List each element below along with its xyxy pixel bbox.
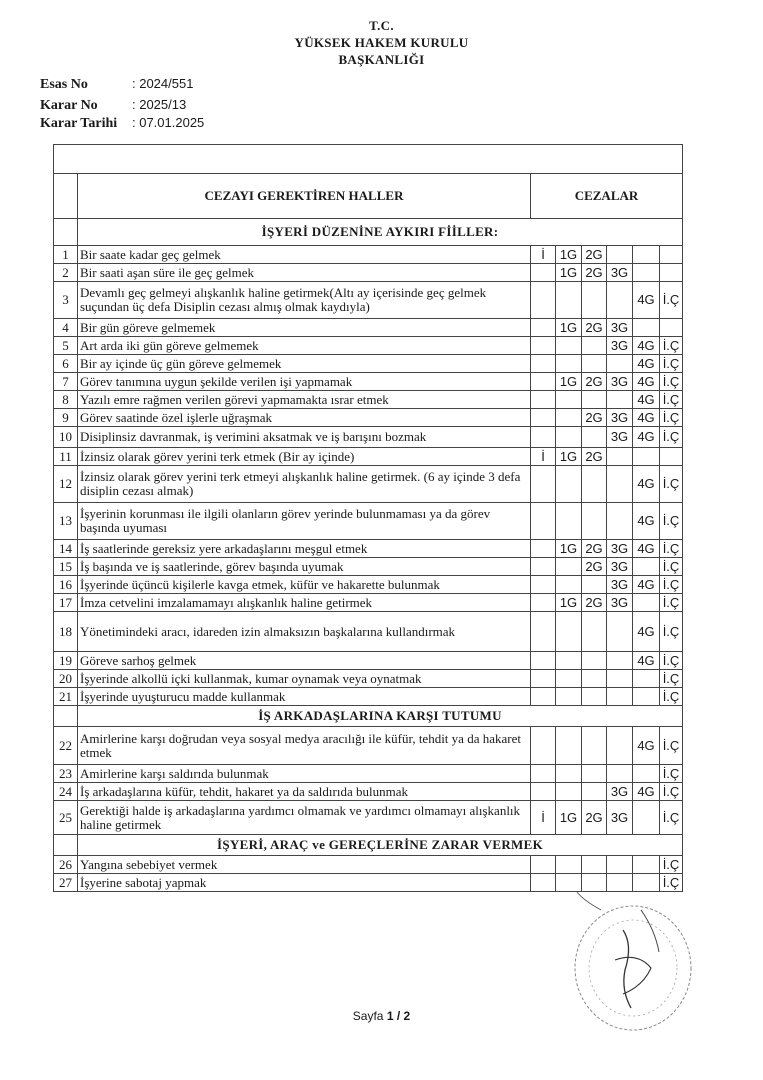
esas-no-line	[40, 76, 193, 93]
penalty-cell	[633, 874, 660, 892]
row-description: İş saatlerinde gereksiz yere arkadaşlarını meşgul etmek	[78, 540, 531, 558]
table-row	[54, 337, 683, 355]
penalty-cell: İ	[531, 246, 556, 264]
penalty-cell	[607, 670, 633, 688]
table-row	[54, 670, 683, 688]
penalty-cell: İ.Ç	[660, 670, 683, 688]
penalty-cell: 2G	[582, 558, 607, 576]
row-description: İş arkadaşlarına küfür, tehdit, hakaret ya da saldırıda bulunmak	[78, 783, 531, 801]
table-row	[54, 558, 683, 576]
penalty-cell	[556, 576, 582, 594]
penalty-cell	[607, 727, 633, 765]
penalty-cell	[607, 652, 633, 670]
row-description: Göreve sarhoş gelmek	[78, 652, 531, 670]
penalty-cell	[607, 765, 633, 783]
row-description: İşyerinde alkollü içki kullanmak, kumar oynamak veya oynatmak	[78, 670, 531, 688]
penalty-cell	[582, 856, 607, 874]
table-row	[54, 727, 683, 765]
penalty-cell	[556, 652, 582, 670]
penalty-cell	[633, 801, 660, 835]
penalty-cell: 2G	[582, 319, 607, 337]
penalty-cell	[582, 874, 607, 892]
page-separator: /	[396, 1009, 401, 1023]
row-number: 7	[54, 373, 78, 391]
table-row	[54, 448, 683, 466]
table-row	[54, 576, 683, 594]
table-row	[54, 409, 683, 427]
table-row	[54, 391, 683, 409]
penalty-cell	[582, 765, 607, 783]
penalty-cell: 3G	[607, 337, 633, 355]
penalty-cell	[633, 688, 660, 706]
row-number: 18	[54, 612, 78, 652]
row-description: Yönetimindeki aracı, idareden izin almaksızın başkalarına kullandırmak	[78, 612, 531, 652]
karar-tarihi-value: : 07.01.2025	[132, 115, 205, 130]
penalty-cell	[531, 874, 556, 892]
penalty-cell	[531, 594, 556, 612]
penalty-cell: 4G	[633, 503, 660, 540]
row-number: 26	[54, 856, 78, 874]
penalty-cell	[556, 727, 582, 765]
penalty-cell: İ.Ç	[660, 373, 683, 391]
penalty-cell	[582, 503, 607, 540]
section-header-row	[54, 835, 683, 856]
row-description: İş başında ve iş saatlerinde, görev başında uyumak	[78, 558, 531, 576]
penalty-cell	[556, 282, 582, 319]
penalty-cell: İ.Ç	[660, 801, 683, 835]
penalty-cell	[531, 373, 556, 391]
row-description: İşyerinde uyuşturucu madde kullanmak	[78, 688, 531, 706]
penalty-cell: İ.Ç	[660, 466, 683, 503]
row-number: 24	[54, 783, 78, 801]
table-row	[54, 264, 683, 282]
row-description: Görev tanımına uygun şekilde verilen işi yapmamak	[78, 373, 531, 391]
penalty-cell	[633, 765, 660, 783]
penalty-cell	[582, 652, 607, 670]
row-number: 23	[54, 765, 78, 783]
column-header-no	[54, 174, 78, 219]
penalty-cell	[633, 264, 660, 282]
penalty-cell: 4G	[633, 391, 660, 409]
penalty-cell: 1G	[556, 246, 582, 264]
table-row	[54, 612, 683, 652]
row-number: 13	[54, 503, 78, 540]
penalty-cell: 1G	[556, 319, 582, 337]
penalty-cell	[531, 391, 556, 409]
esas-no-label: Esas No	[40, 77, 88, 92]
row-number: 15	[54, 558, 78, 576]
penalty-cell: 1G	[556, 801, 582, 835]
column-header-penalties: CEZALAR	[531, 174, 683, 219]
page-total: 2	[403, 1009, 411, 1023]
row-number: 2	[54, 264, 78, 282]
row-number: 11	[54, 448, 78, 466]
penalty-cell	[607, 612, 633, 652]
table-row	[54, 373, 683, 391]
penalty-cell: 3G	[607, 373, 633, 391]
row-number: 25	[54, 801, 78, 835]
penalty-cell	[633, 558, 660, 576]
row-number: 9	[54, 409, 78, 427]
penalty-cell: 4G	[633, 337, 660, 355]
karar-tarihi-label: Karar Tarihi	[40, 116, 118, 131]
row-description: Devamlı geç gelmeyi alışkanlık haline getirmek(Altı ay içerisinde geç gelmek suçundan üç defa Disiplin cezası almış olmak kaydıyla)	[78, 282, 531, 319]
penalty-cell	[531, 727, 556, 765]
penalty-cell: İ.Ç	[660, 503, 683, 540]
penalty-cell	[660, 448, 683, 466]
karar-tarihi-line	[40, 115, 204, 132]
penalty-cell	[582, 391, 607, 409]
penalty-cell	[607, 688, 633, 706]
penalty-cell	[556, 409, 582, 427]
penalty-cell: İ.Ç	[660, 558, 683, 576]
section-title: İŞYERİ DÜZENİNE AYKIRI FİİLLER:	[78, 219, 683, 246]
row-number: 27	[54, 874, 78, 892]
penalty-cell	[556, 427, 582, 448]
penalty-cell	[556, 391, 582, 409]
penalty-cell	[556, 503, 582, 540]
penalty-cell: 2G	[582, 540, 607, 558]
penalty-cell: 3G	[607, 427, 633, 448]
penalty-cell: 2G	[582, 409, 607, 427]
penalty-cell	[556, 765, 582, 783]
penalty-cell	[531, 652, 556, 670]
row-description: Gerektiği halde iş arkadaşlarına yardımcı olmamak ve yardımcı olmamayı alışkanlık haline getirmek	[78, 801, 531, 835]
penalty-cell: İ.Ç	[660, 874, 683, 892]
penalty-cell	[556, 355, 582, 373]
penalty-cell	[582, 727, 607, 765]
row-description: Görev saatinde özel işlerle uğraşmak	[78, 409, 531, 427]
penalty-cell	[556, 670, 582, 688]
header-tc: T.C.	[369, 18, 394, 33]
section-header-row	[54, 706, 683, 727]
penalty-cell	[607, 448, 633, 466]
row-number: 14	[54, 540, 78, 558]
penalty-cell	[607, 246, 633, 264]
row-description: Yazılı emre rağmen verilen görevi yapmamakta ısrar etmek	[78, 391, 531, 409]
penalty-cell	[556, 466, 582, 503]
penalty-cell	[531, 688, 556, 706]
row-description: Bir saate kadar geç gelmek	[78, 246, 531, 264]
table-row	[54, 652, 683, 670]
penalty-cell: 1G	[556, 448, 582, 466]
section-header-row	[54, 219, 683, 246]
penalty-table	[53, 144, 683, 892]
penalty-cell: 4G	[633, 355, 660, 373]
penalty-cell	[633, 246, 660, 264]
penalty-cell: 3G	[607, 576, 633, 594]
row-description: İzinsiz olarak görev yerini terk etmeyi alışkanlık haline getirmek. (6 ay içinde 3 defa disiplin cezası almak)	[78, 466, 531, 503]
page-current: 1	[386, 1009, 394, 1023]
penalty-cell: İ.Ç	[660, 652, 683, 670]
penalty-cell: 4G	[633, 466, 660, 503]
penalty-cell	[556, 856, 582, 874]
penalty-cell: 1G	[556, 373, 582, 391]
row-description: İşyerine sabotaj yapmak	[78, 874, 531, 892]
penalty-cell	[531, 540, 556, 558]
penalty-cell	[582, 576, 607, 594]
penalty-cell: 1G	[556, 264, 582, 282]
penalty-cell	[633, 448, 660, 466]
penalty-cell	[531, 856, 556, 874]
penalty-cell	[582, 783, 607, 801]
penalty-cell: İ.Ç	[660, 355, 683, 373]
penalty-cell: 3G	[607, 783, 633, 801]
penalty-cell	[582, 466, 607, 503]
penalty-cell: 4G	[633, 783, 660, 801]
row-number: 16	[54, 576, 78, 594]
penalty-cell	[660, 264, 683, 282]
row-description: Art arda iki gün göreve gelmemek	[78, 337, 531, 355]
row-description: Yangına sebebiyet vermek	[78, 856, 531, 874]
row-number: 1	[54, 246, 78, 264]
table-row	[54, 540, 683, 558]
penalty-cell: 4G	[633, 373, 660, 391]
table-row	[54, 783, 683, 801]
penalty-cell	[607, 391, 633, 409]
table-row	[54, 765, 683, 783]
penalty-cell	[633, 670, 660, 688]
penalty-cell	[556, 874, 582, 892]
table-row	[54, 688, 683, 706]
penalty-cell	[531, 466, 556, 503]
row-description: Bir gün göreve gelmemek	[78, 319, 531, 337]
penalty-cell	[633, 319, 660, 337]
penalty-cell	[607, 282, 633, 319]
row-number: 5	[54, 337, 78, 355]
penalty-cell: İ.Ç	[660, 540, 683, 558]
penalty-cell: 3G	[607, 264, 633, 282]
row-description: Disiplinsiz davranmak, iş verimini aksatmak ve iş barışını bozmak	[78, 427, 531, 448]
penalty-cell	[633, 856, 660, 874]
table-row	[54, 246, 683, 264]
table-row	[54, 427, 683, 448]
table-row	[54, 503, 683, 540]
penalty-cell: 1G	[556, 540, 582, 558]
penalty-cell	[582, 355, 607, 373]
penalty-cell	[531, 576, 556, 594]
penalty-cell: 3G	[607, 558, 633, 576]
penalty-cell: 4G	[633, 427, 660, 448]
penalty-cell: 3G	[607, 319, 633, 337]
penalty-cell	[582, 688, 607, 706]
row-number: 4	[54, 319, 78, 337]
table-row	[54, 594, 683, 612]
header-presidency: BAŞKANLIĞI	[338, 52, 425, 67]
penalty-cell: İ.Ç	[660, 783, 683, 801]
row-description: İmza cetvelini imzalamamayı alışkanlık haline getirmek	[78, 594, 531, 612]
row-description: Amirlerine karşı doğrudan veya sosyal medya aracılığı ile küfür, tehdit ya da hakaret etmek	[78, 727, 531, 765]
penalty-cell	[556, 612, 582, 652]
official-stamp	[563, 890, 723, 1050]
row-number: 22	[54, 727, 78, 765]
column-header-cases: CEZAYI GEREKTİREN HALLER	[78, 174, 531, 219]
penalty-cell	[531, 558, 556, 576]
row-number: 3	[54, 282, 78, 319]
karar-no-value: : 2025/13	[132, 97, 187, 112]
penalty-cell: İ.Ç	[660, 409, 683, 427]
penalty-cell	[582, 670, 607, 688]
column-header-row	[54, 174, 683, 219]
penalty-cell: 4G	[633, 652, 660, 670]
penalty-cell: 2G	[582, 801, 607, 835]
penalty-cell: 3G	[607, 409, 633, 427]
penalty-cell	[531, 355, 556, 373]
blank-top-row	[54, 145, 683, 174]
penalty-cell	[531, 337, 556, 355]
header-institution: YÜKSEK HAKEM KURULU	[294, 35, 469, 50]
penalty-cell: 2G	[582, 448, 607, 466]
page-word: Sayfa	[352, 1009, 384, 1023]
penalty-cell	[607, 466, 633, 503]
blank-top-cell	[54, 145, 683, 174]
penalty-cell: 4G	[633, 409, 660, 427]
table-row	[54, 355, 683, 373]
penalty-cell	[607, 874, 633, 892]
penalty-cell	[633, 594, 660, 612]
penalty-cell	[531, 503, 556, 540]
penalty-cell	[556, 558, 582, 576]
row-number: 12	[54, 466, 78, 503]
section-header-no	[54, 706, 78, 727]
penalty-cell: İ	[531, 801, 556, 835]
penalty-cell: İ	[531, 448, 556, 466]
penalty-cell: 1G	[556, 594, 582, 612]
table-row	[54, 319, 683, 337]
row-description: Bir ay içinde üç gün göreve gelmemek	[78, 355, 531, 373]
esas-no-value: : 2024/551	[132, 76, 194, 91]
row-description: Amirlerine karşı saldırıda bulunmak	[78, 765, 531, 783]
penalty-cell	[531, 409, 556, 427]
penalty-cell	[607, 503, 633, 540]
penalty-cell: 4G	[633, 727, 660, 765]
row-description: İzinsiz olarak görev yerini terk etmek (Bir ay içinde)	[78, 448, 531, 466]
row-number: 20	[54, 670, 78, 688]
row-description: İşyerinin korunması ile ilgili olanların görev yerinde bulunmaması ya da görev başında uyuması	[78, 503, 531, 540]
table-row	[54, 282, 683, 319]
section-title: İŞYERİ, ARAÇ ve GEREÇLERİNE ZARAR VERMEK	[78, 835, 683, 856]
row-number: 21	[54, 688, 78, 706]
penalty-cell	[531, 783, 556, 801]
penalty-cell: İ.Ç	[660, 856, 683, 874]
row-number: 10	[54, 427, 78, 448]
row-number: 19	[54, 652, 78, 670]
row-number: 6	[54, 355, 78, 373]
penalty-cell	[582, 427, 607, 448]
penalty-cell: 3G	[607, 594, 633, 612]
penalty-cell	[531, 264, 556, 282]
penalty-cell: İ.Ç	[660, 688, 683, 706]
penalty-cell	[582, 337, 607, 355]
penalty-cell	[531, 670, 556, 688]
penalty-cell: 2G	[582, 594, 607, 612]
penalty-cell: 3G	[607, 540, 633, 558]
penalty-cell: 4G	[633, 282, 660, 319]
penalty-cell	[582, 282, 607, 319]
penalty-cell: 4G	[633, 540, 660, 558]
penalty-cell: 2G	[582, 264, 607, 282]
row-number: 8	[54, 391, 78, 409]
page-footer	[0, 1009, 763, 1023]
penalty-cell: 2G	[582, 373, 607, 391]
penalty-cell	[531, 765, 556, 783]
penalty-cell	[607, 355, 633, 373]
penalty-cell	[531, 427, 556, 448]
table-row	[54, 874, 683, 892]
penalty-cell: 3G	[607, 801, 633, 835]
penalty-cell	[556, 688, 582, 706]
penalty-cell	[607, 856, 633, 874]
penalty-cell	[582, 612, 607, 652]
section-title: İŞ ARKADAŞLARINA KARŞI TUTUMU	[78, 706, 683, 727]
table-row	[54, 801, 683, 835]
row-description: İşyerinde üçüncü kişilerle kavga etmek, küfür ve hakarette bulunmak	[78, 576, 531, 594]
penalty-cell: İ.Ç	[660, 337, 683, 355]
penalty-cell: İ.Ç	[660, 576, 683, 594]
penalty-cell	[660, 246, 683, 264]
table-row	[54, 856, 683, 874]
section-header-no	[54, 835, 78, 856]
penalty-cell	[531, 319, 556, 337]
section-header-no	[54, 219, 78, 246]
penalty-cell: 2G	[582, 246, 607, 264]
penalty-cell	[531, 612, 556, 652]
table-row	[54, 466, 683, 503]
karar-no-label: Karar No	[40, 98, 98, 113]
row-number: 17	[54, 594, 78, 612]
penalty-cell: İ.Ç	[660, 765, 683, 783]
penalty-cell: 4G	[633, 612, 660, 652]
penalty-cell	[556, 337, 582, 355]
penalty-cell: İ.Ç	[660, 427, 683, 448]
karar-no-line	[40, 97, 186, 114]
penalty-cell: İ.Ç	[660, 282, 683, 319]
penalty-cell	[660, 319, 683, 337]
row-description: Bir saati aşan süre ile geç gelmek	[78, 264, 531, 282]
penalty-cell: İ.Ç	[660, 594, 683, 612]
penalty-cell: İ.Ç	[660, 391, 683, 409]
penalty-cell	[531, 282, 556, 319]
penalty-cell: İ.Ç	[660, 727, 683, 765]
penalty-cell: İ.Ç	[660, 612, 683, 652]
penalty-cell	[556, 783, 582, 801]
penalty-cell: 4G	[633, 576, 660, 594]
